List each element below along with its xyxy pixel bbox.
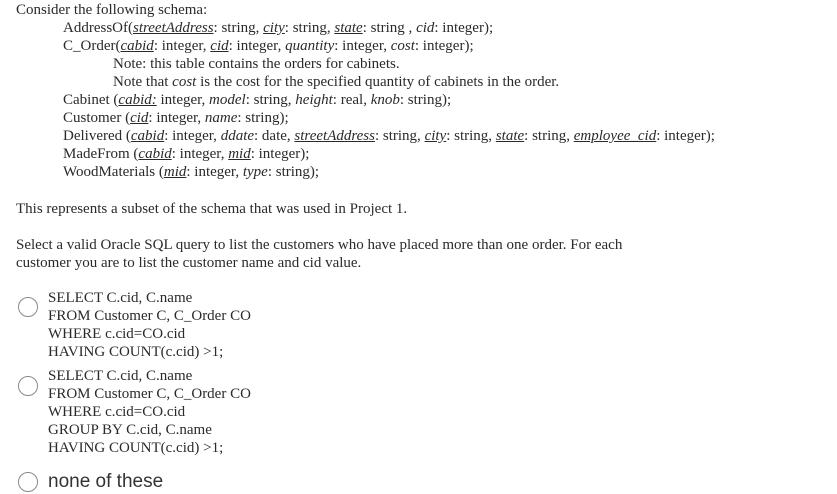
question-prompt-line-2: customer you are to list the customer name and cid value. [16,255,362,271]
schema-delivered: Delivered (cabid: integer, ddate: date, streetAddress: string, city: string, state: string, employee_cid: integer); [63,128,715,144]
schema-note-2: Note that cost is the cost for the specified quantity of cabinets in the order. [113,74,560,90]
question-prompt-line-1: Select a valid Oracle SQL query to list the customers who have placed more than one order. For each [16,237,623,253]
subset-note: This represents a subset of the schema that was used in Project 1. [16,201,408,217]
question-intro: Consider the following schema: [16,2,208,18]
option-3-label: none of these [48,471,164,492]
option-1-line-3: WHERE c.cid=CO.cid [48,326,186,342]
option-1-line-1: SELECT C.cid, C.name [48,290,193,306]
option-2-line-4: GROUP BY C.cid, C.name [48,422,212,438]
option-2-line-2: FROM Customer C, C_Order CO [48,386,251,402]
schema-addressof: AddressOf(streetAddress: string, city: string, state: string , cid: integer); [63,20,494,36]
schema-note-1: Note: this table contains the orders for cabinets. [113,56,400,72]
schema-madefrom: MadeFrom (cabid: integer, mid: integer); [63,146,310,162]
schema-customer: Customer (cid: integer, name: string); [63,110,289,126]
option-2-line-5: HAVING COUNT(c.cid) >1; [48,440,224,456]
schema-woodmaterials: WoodMaterials (mid: integer, type: string); [63,164,320,180]
radio-option-2[interactable] [18,376,38,396]
schema-c-order: C_Order(cabid: integer, cid: integer, quantity: integer, cost: integer); [63,38,474,54]
radio-option-1[interactable] [18,297,38,317]
option-2-line-1: SELECT C.cid, C.name [48,368,193,384]
option-1-line-4: HAVING COUNT(c.cid) >1; [48,344,224,360]
option-2-line-3: WHERE c.cid=CO.cid [48,404,186,420]
radio-option-3[interactable] [18,472,38,492]
option-1-line-2: FROM Customer C, C_Order CO [48,308,251,324]
schema-cabinet: Cabinet (cabid: integer, model: string, height: real, knob: string); [63,92,452,108]
